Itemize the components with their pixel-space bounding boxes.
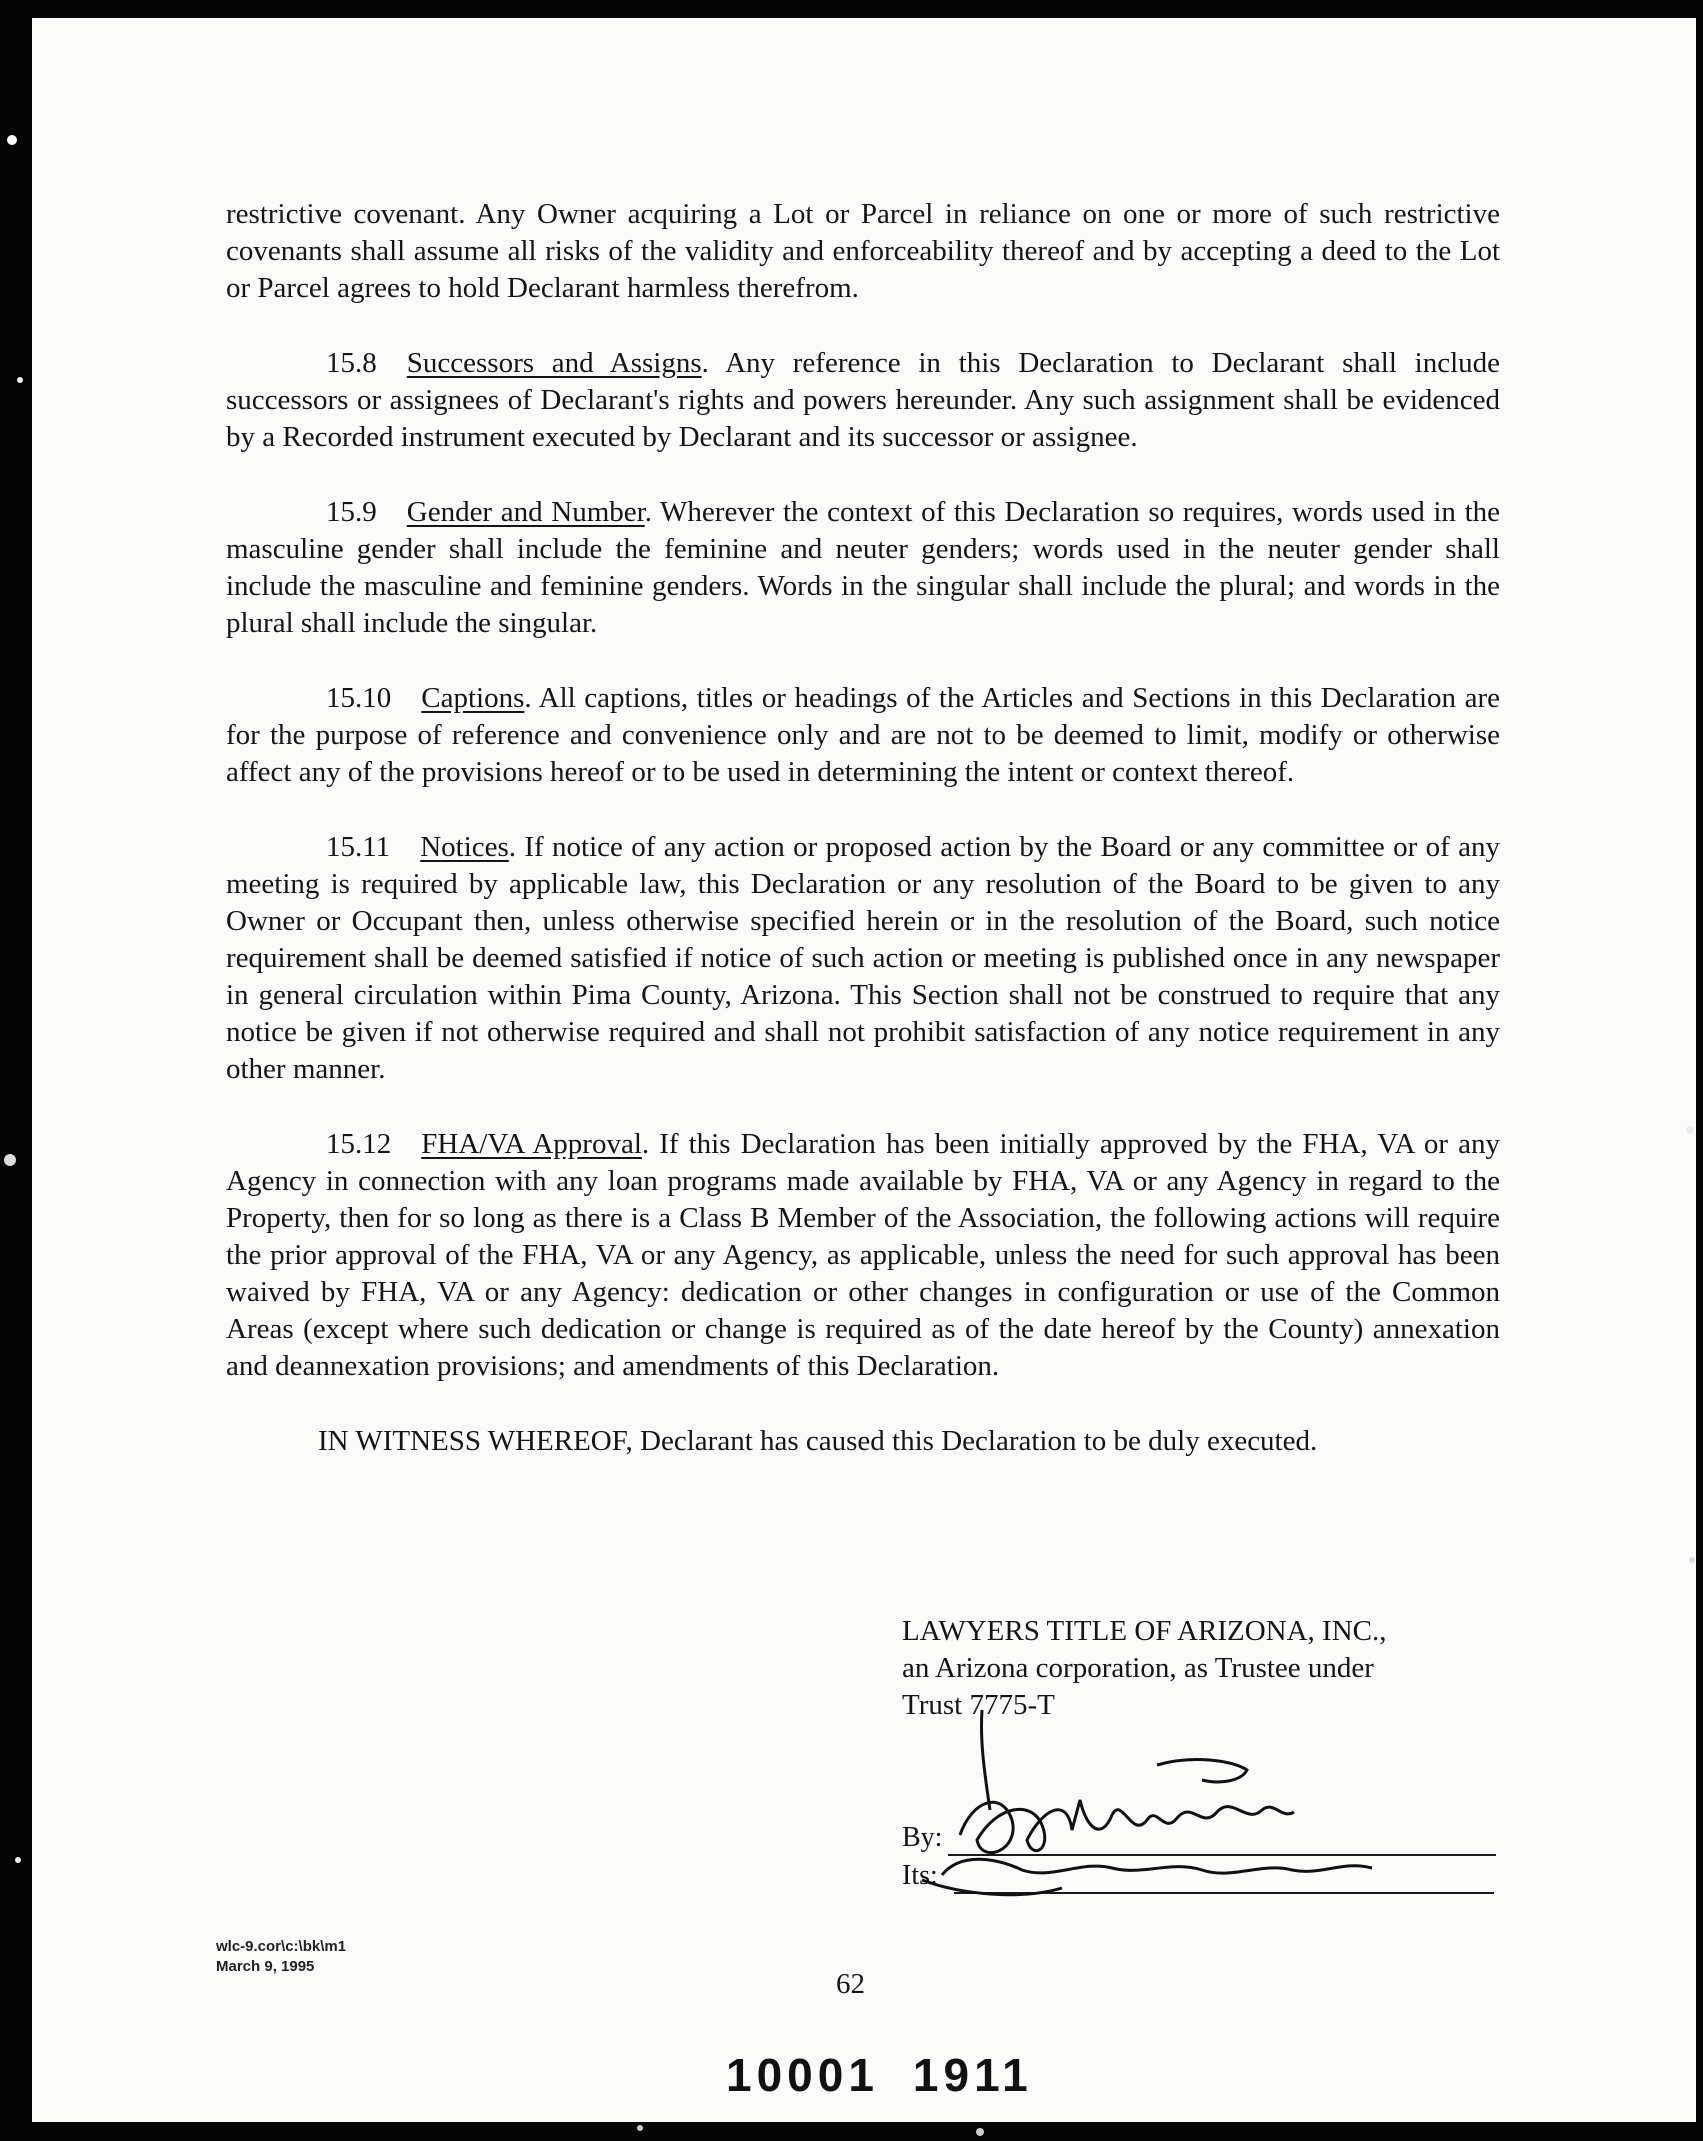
section-number: 15.8 [326, 347, 377, 379]
section-text: . All captions, titles or headings of the Articles and Sections in this Declaration are for the purpose of reference and convenience only and are not to be deemed to limit, modify or otherwise affect any of the provisions hereof or to be used in determining the intent or context thereof. [226, 682, 1500, 788]
section-15-8 [226, 345, 1500, 456]
signatory-company: LAWYERS TITLE OF ARIZONA, INC., [902, 1615, 1387, 1647]
section-text: . If this Declaration has been initially approved by the FHA, VA or any Agency in connection with any loan programs made available by FHA, VA or any Agency in regard to the Property, then for so long as there is a Class B Member of the Association, the following actions will require the prior approval of the FHA, VA or any Agency, as applicable, unless the need for such approval has been waived by FHA, VA or any Agency: dedication or other changes in configuration or use of the Common Areas (except where such dedication or change is required as of the date hereof by the County) annexation and deannexation provisions; and amendments of this Declaration. [226, 1128, 1500, 1382]
section-15-9 [226, 494, 1500, 642]
section-text: . If notice of any action or proposed action by the Board or any committee or of any meeting is required by applicable law, this Declaration or any resolution of the Board to be given to any Owner or Occupant then, unless otherwise specified herein or in the resolution of the Board, such notice requirement shall be deemed satisfied if notice of such action or meeting is published once in any newspaper in general circulation within Pima County, Arizona. This Section shall not be construed to require that any notice be given if not otherwise required and shall not prohibit satisfaction of any notice requirement in any other manner. [226, 831, 1500, 1085]
file-reference [216, 1937, 346, 1977]
section-heading: Captions [421, 682, 525, 714]
section-number: 15.11 [326, 831, 391, 863]
section-number: 15.12 [326, 1128, 392, 1160]
handwritten-signature [902, 1700, 1502, 1910]
section-text: . Any reference in this Declaration to Declarant shall include successors or assignees of Declarant's rights and powers hereunder. Any such assignment shall be evidenced by a Recorded instrument executed by Declarant and its successor or assignee. [226, 347, 1500, 453]
section-heading: FHA/VA Approval [421, 1128, 642, 1160]
section-15-10 [226, 680, 1500, 791]
recording-stamp [726, 2048, 1067, 2102]
section-heading: Gender and Number [406, 496, 645, 528]
signatory-description: an Arizona corporation, as Trustee under [902, 1652, 1374, 1684]
recording-stamp-part: 1911 [912, 2049, 1033, 2101]
its-label: Its: [902, 1860, 938, 1891]
section-number: 15.9 [326, 496, 377, 528]
page-number: 62 [836, 1968, 865, 2000]
witness-clause: IN WITNESS WHEREOF, Declarant has caused this Declaration to be duly executed. [318, 1425, 1318, 1457]
by-label: By: [902, 1822, 943, 1853]
document-date: March 9, 1995 [216, 1958, 315, 1975]
section-heading: Successors and Assigns [406, 347, 702, 379]
section-text: . Wherever the context of this Declaration so requires, words used in the masculine gender shall include the feminine and neuter genders; words used in the neuter gender shall include the masculine and feminine genders. Words in the singular shall include the plural; and words in the plural shall include the singular. [226, 496, 1500, 639]
section-heading: Notices [420, 831, 509, 863]
intro-paragraph: restrictive covenant. Any Owner acquiring a Lot or Parcel in reliance on one or more of such restrictive covenants shall assume all risks of the validity and enforceability thereof and by accepting a deed to the Lot or Parcel agrees to hold Declarant harmless therefrom. [226, 198, 1500, 304]
section-15-12 [226, 1126, 1500, 1385]
section-number: 15.10 [326, 682, 392, 714]
section-15-11 [226, 829, 1500, 1088]
document-body [226, 196, 1500, 1482]
file-path: wlc-9.cor\c:\bk\m1 [216, 1938, 347, 1955]
recording-stamp-part: 10001 [726, 2049, 879, 2101]
signatory-trust: Trust 7775-T [902, 1689, 1055, 1721]
